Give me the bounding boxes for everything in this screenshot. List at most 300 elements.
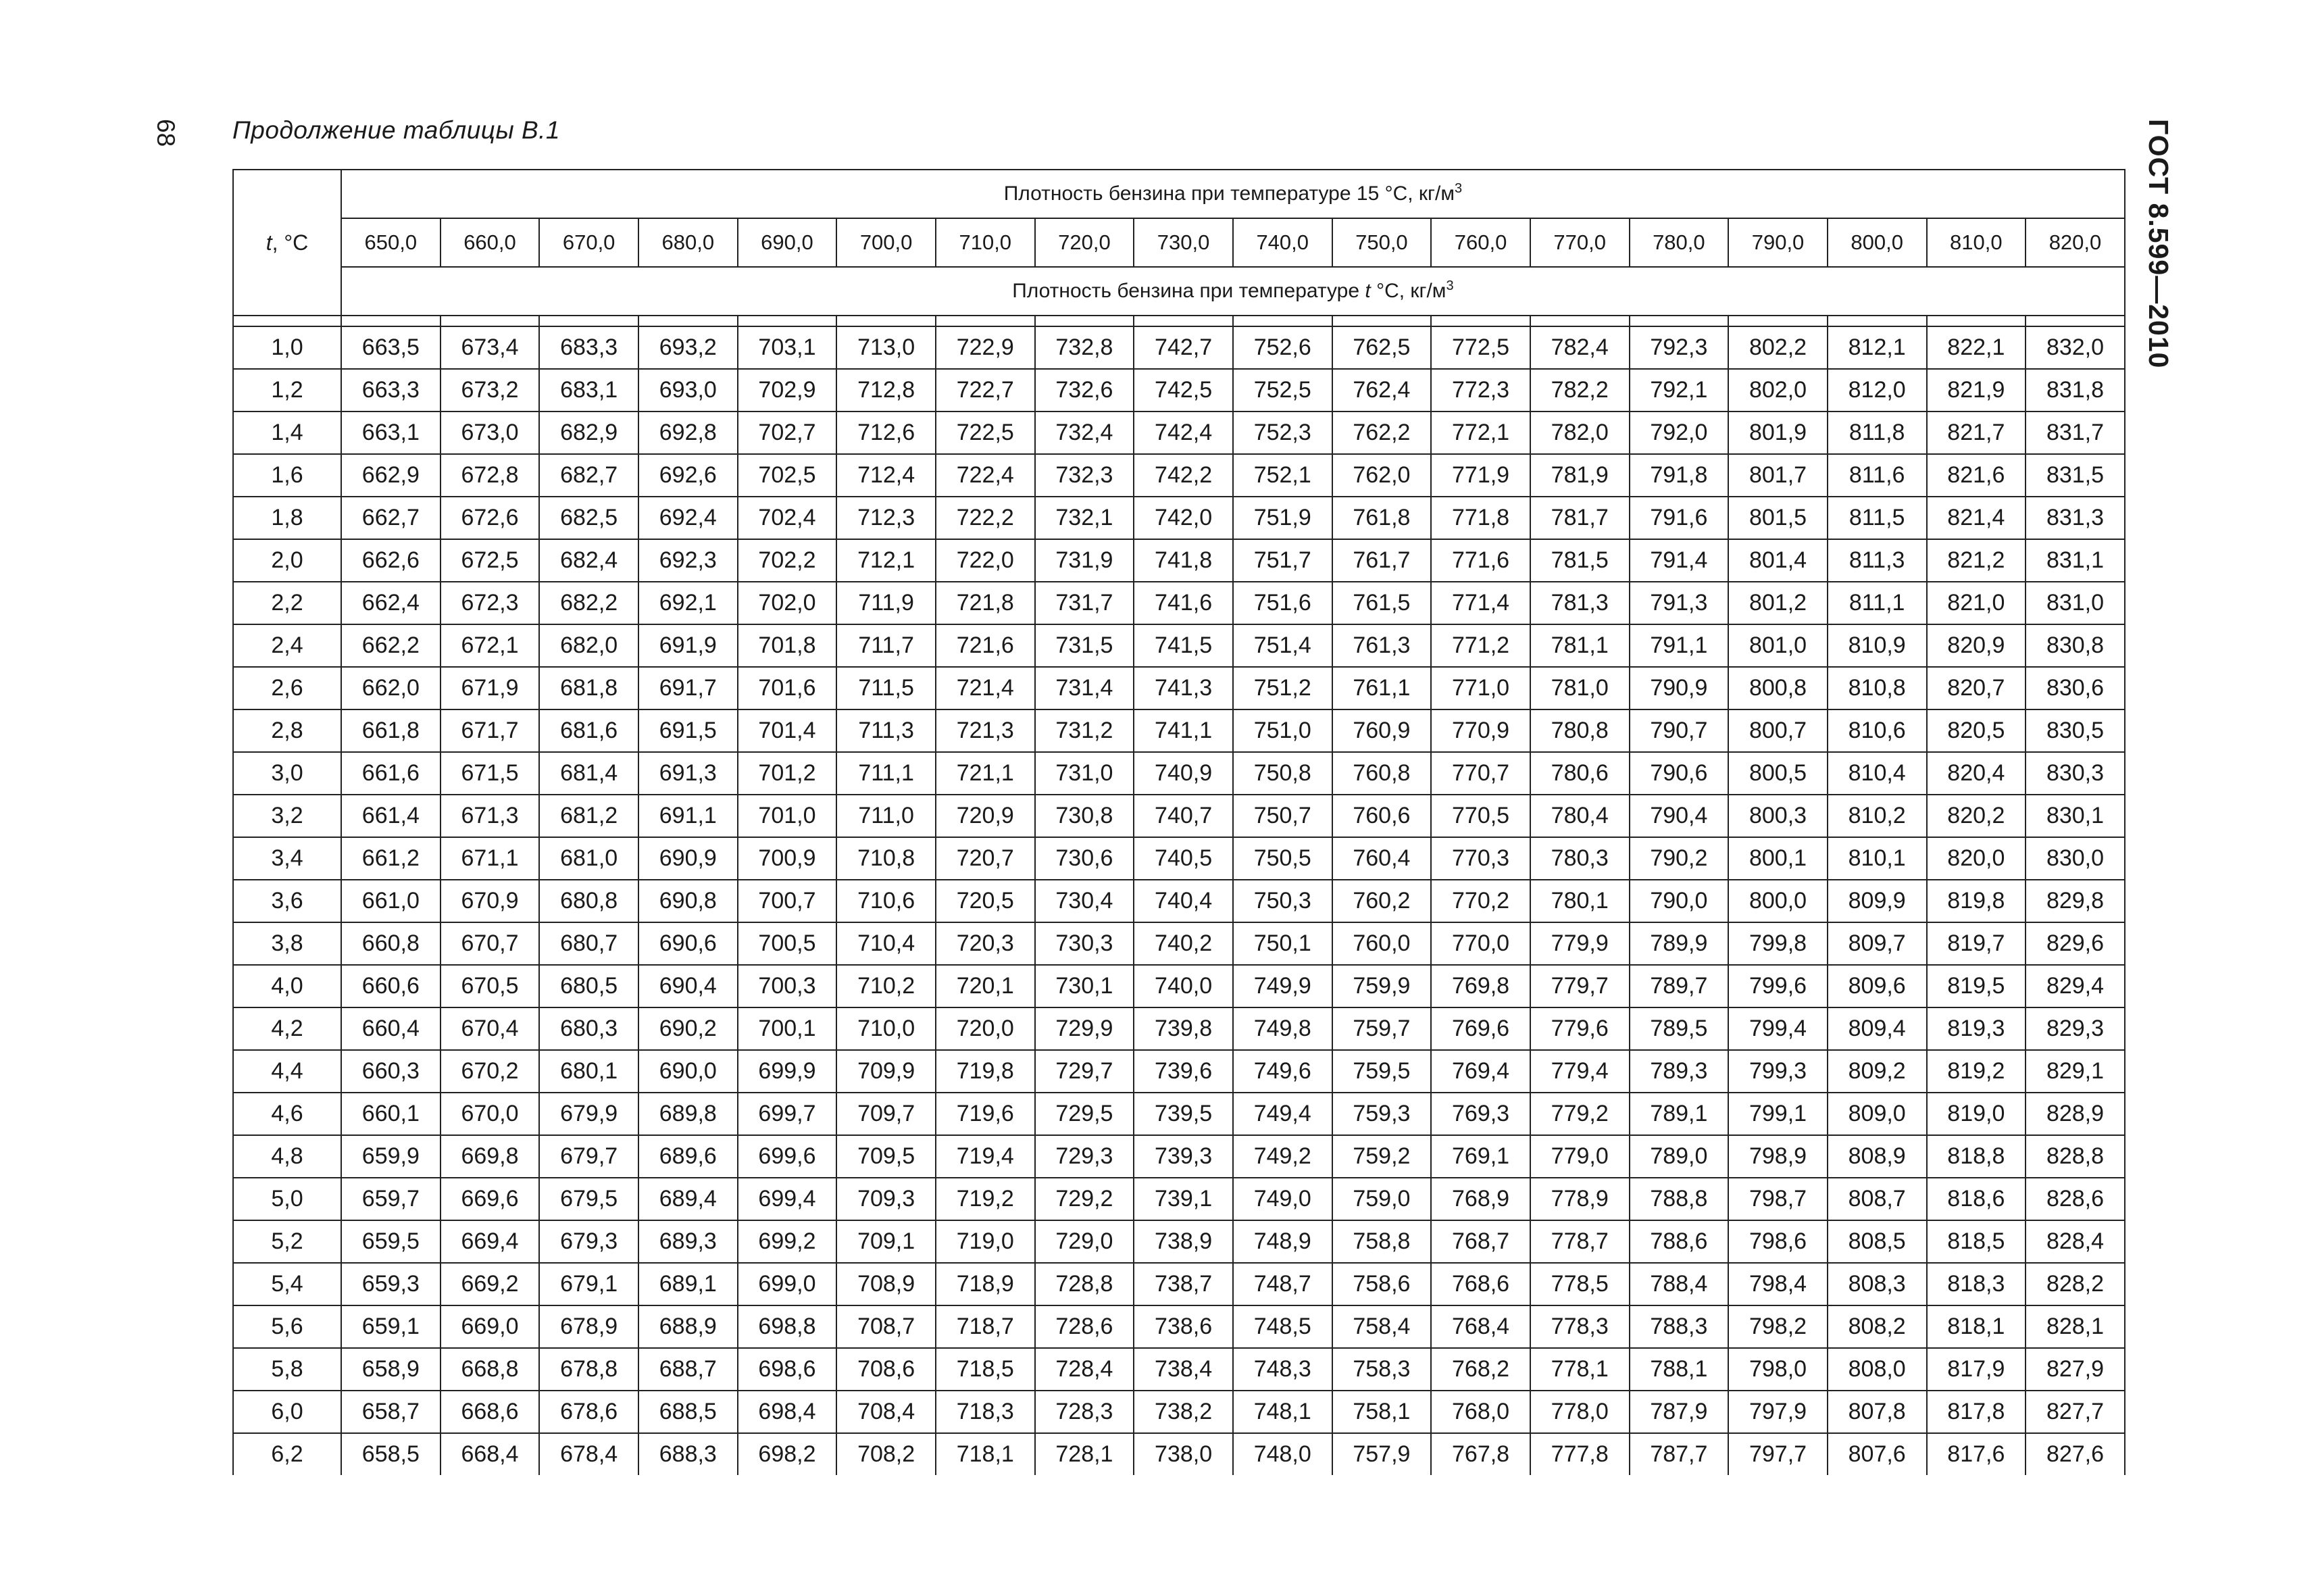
density-value-cell: 689,6	[638, 1135, 738, 1178]
density-value-cell: 672,5	[441, 539, 540, 582]
density-value-cell: 731,4	[1035, 667, 1134, 709]
density-value-cell: 781,1	[1530, 624, 1630, 667]
density-value-cell: 721,8	[936, 582, 1035, 624]
table-caption: Продолжение таблицы В.1	[232, 116, 561, 144]
temperature-cell: 3,8	[233, 922, 341, 965]
density-value-cell: 750,3	[1233, 880, 1332, 922]
separator-cell	[1630, 316, 1729, 326]
density-value-cell: 722,2	[936, 497, 1035, 539]
density-value-cell: 801,0	[1728, 624, 1828, 667]
density-value-cell: 713,0	[836, 326, 936, 369]
density-value-cell: 669,4	[441, 1220, 540, 1263]
density-value-cell: 699,6	[738, 1135, 837, 1178]
density-value-cell: 801,2	[1728, 582, 1828, 624]
column-header-density-15c: 820,0	[2026, 218, 2125, 267]
density-value-cell: 778,1	[1530, 1348, 1630, 1391]
temperature-cell: 5,0	[233, 1178, 341, 1220]
density-value-cell: 701,2	[738, 752, 837, 795]
density-value-cell: 671,7	[441, 709, 540, 752]
density-value-cell: 709,5	[836, 1135, 936, 1178]
density-value-cell: 700,9	[738, 837, 837, 880]
density-value-cell: 778,7	[1530, 1220, 1630, 1263]
density-value-cell: 819,2	[1927, 1050, 2026, 1093]
density-value-cell: 711,1	[836, 752, 936, 795]
table-row	[233, 1093, 2125, 1135]
density-value-cell: 678,6	[539, 1391, 638, 1433]
density-value-cell: 780,8	[1530, 709, 1630, 752]
density-value-cell: 699,7	[738, 1093, 837, 1135]
temperature-cell: 6,0	[233, 1391, 341, 1433]
density-value-cell: 750,7	[1233, 795, 1332, 837]
density-value-cell: 683,3	[539, 326, 638, 369]
column-header-density-15c: 660,0	[441, 218, 540, 267]
density-value-cell: 739,1	[1134, 1178, 1233, 1220]
density-value-cell: 759,3	[1332, 1093, 1432, 1135]
density-value-cell: 759,7	[1332, 1007, 1432, 1050]
density-value-cell: 751,0	[1233, 709, 1332, 752]
density-value-cell: 750,8	[1233, 752, 1332, 795]
density-value-cell: 809,6	[1828, 965, 1927, 1007]
column-header-density-15c: 720,0	[1035, 218, 1134, 267]
density-value-cell: 768,2	[1431, 1348, 1530, 1391]
temperature-cell: 5,4	[233, 1263, 341, 1305]
column-header-density-15c: 680,0	[638, 218, 738, 267]
density-value-cell: 679,5	[539, 1178, 638, 1220]
density-value-cell: 702,5	[738, 454, 837, 497]
density-value-cell: 781,7	[1530, 497, 1630, 539]
density-value-cell: 798,6	[1728, 1220, 1828, 1263]
density-value-cell: 830,1	[2026, 795, 2125, 837]
density-value-cell: 740,2	[1134, 922, 1233, 965]
density-value-cell: 740,7	[1134, 795, 1233, 837]
column-header-density-15c: 700,0	[836, 218, 936, 267]
density-value-cell: 698,2	[738, 1433, 837, 1475]
density-value-cell: 660,4	[341, 1007, 441, 1050]
density-value-cell: 831,3	[2026, 497, 2125, 539]
density-value-cell: 681,0	[539, 837, 638, 880]
density-value-cell: 768,4	[1431, 1305, 1530, 1348]
density-value-cell: 820,5	[1927, 709, 2026, 752]
density-value-cell: 820,9	[1927, 624, 2026, 667]
density-value-cell: 799,4	[1728, 1007, 1828, 1050]
density-value-cell: 670,0	[441, 1093, 540, 1135]
density-value-cell: 790,7	[1630, 709, 1729, 752]
density-value-cell: 780,6	[1530, 752, 1630, 795]
density-value-cell: 751,4	[1233, 624, 1332, 667]
table-row	[233, 1348, 2125, 1391]
density-value-cell: 788,1	[1630, 1348, 1729, 1391]
density-value-cell: 831,8	[2026, 369, 2125, 412]
density-value-cell: 758,1	[1332, 1391, 1432, 1433]
density-value-cell: 689,8	[638, 1093, 738, 1135]
density-value-cell: 690,6	[638, 922, 738, 965]
separator-cell	[2026, 316, 2125, 326]
density-value-cell: 692,4	[638, 497, 738, 539]
density-value-cell: 759,2	[1332, 1135, 1432, 1178]
density-value-cell: 752,1	[1233, 454, 1332, 497]
density-value-cell: 663,3	[341, 369, 441, 412]
density-value-cell: 678,8	[539, 1348, 638, 1391]
density-value-cell: 732,6	[1035, 369, 1134, 412]
density-value-cell: 662,6	[341, 539, 441, 582]
density-value-cell: 661,0	[341, 880, 441, 922]
density-value-cell: 788,8	[1630, 1178, 1729, 1220]
density-value-cell: 778,3	[1530, 1305, 1630, 1348]
temperature-cell: 4,6	[233, 1093, 341, 1135]
density-value-cell: 781,9	[1530, 454, 1630, 497]
density-value-cell: 752,3	[1233, 412, 1332, 454]
density-value-cell: 720,7	[936, 837, 1035, 880]
density-value-cell: 690,0	[638, 1050, 738, 1093]
table-row	[233, 1178, 2125, 1220]
temperature-header	[233, 170, 341, 316]
density-value-cell: 801,4	[1728, 539, 1828, 582]
density-value-cell: 661,4	[341, 795, 441, 837]
density-value-cell: 708,4	[836, 1391, 936, 1433]
density-value-cell: 791,1	[1630, 624, 1729, 667]
density-value-cell: 673,2	[441, 369, 540, 412]
density-value-cell: 791,8	[1630, 454, 1729, 497]
density-value-cell: 719,4	[936, 1135, 1035, 1178]
density-value-cell: 760,4	[1332, 837, 1432, 880]
header-separator	[233, 316, 2125, 326]
density-value-cell: 661,6	[341, 752, 441, 795]
separator-cell	[638, 316, 738, 326]
density-value-cell: 757,9	[1332, 1433, 1432, 1475]
table-row	[233, 1050, 2125, 1093]
density-value-cell: 828,9	[2026, 1093, 2125, 1135]
density-value-cell: 829,4	[2026, 965, 2125, 1007]
column-header-density-15c: 780,0	[1630, 218, 1729, 267]
density-value-cell: 728,6	[1035, 1305, 1134, 1348]
density-value-cell: 669,8	[441, 1135, 540, 1178]
density-value-cell: 809,4	[1828, 1007, 1927, 1050]
density-value-cell: 671,1	[441, 837, 540, 880]
density-value-cell: 682,5	[539, 497, 638, 539]
density-value-cell: 672,8	[441, 454, 540, 497]
density-value-cell: 690,4	[638, 965, 738, 1007]
density-value-cell: 771,2	[1431, 624, 1530, 667]
density-value-cell: 672,6	[441, 497, 540, 539]
density-value-cell: 807,8	[1828, 1391, 1927, 1433]
density-value-cell: 693,0	[638, 369, 738, 412]
density-value-cell: 789,7	[1630, 965, 1729, 1007]
density-value-cell: 809,9	[1828, 880, 1927, 922]
density-value-cell: 708,7	[836, 1305, 936, 1348]
density-value-cell: 709,9	[836, 1050, 936, 1093]
density-value-cell: 669,0	[441, 1305, 540, 1348]
separator-cell	[836, 316, 936, 326]
density-value-cell: 710,8	[836, 837, 936, 880]
density-value-cell: 730,3	[1035, 922, 1134, 965]
density-value-cell: 721,3	[936, 709, 1035, 752]
density-value-cell: 772,5	[1431, 326, 1530, 369]
density-value-cell: 722,7	[936, 369, 1035, 412]
density-value-cell: 831,7	[2026, 412, 2125, 454]
density-value-cell: 771,9	[1431, 454, 1530, 497]
density-value-cell: 810,1	[1828, 837, 1927, 880]
density-value-cell: 689,4	[638, 1178, 738, 1220]
density-value-cell: 811,5	[1828, 497, 1927, 539]
density-value-cell: 673,4	[441, 326, 540, 369]
density-value-cell: 699,9	[738, 1050, 837, 1093]
density-value-cell: 732,8	[1035, 326, 1134, 369]
density-value-cell: 700,1	[738, 1007, 837, 1050]
column-header-density-15c: 810,0	[1927, 218, 2026, 267]
density-value-cell: 828,1	[2026, 1305, 2125, 1348]
temperature-cell: 1,6	[233, 454, 341, 497]
density-value-cell: 799,8	[1728, 922, 1828, 965]
density-value-cell: 779,7	[1530, 965, 1630, 1007]
density-value-cell: 711,3	[836, 709, 936, 752]
density-value-cell: 751,7	[1233, 539, 1332, 582]
density-value-cell: 681,6	[539, 709, 638, 752]
density-value-cell: 731,2	[1035, 709, 1134, 752]
density-value-cell: 740,4	[1134, 880, 1233, 922]
density-value-cell: 680,8	[539, 880, 638, 922]
density-value-cell: 761,8	[1332, 497, 1432, 539]
density-value-cell: 751,6	[1233, 582, 1332, 624]
density-value-cell: 799,3	[1728, 1050, 1828, 1093]
density-value-cell: 800,7	[1728, 709, 1828, 752]
density-value-cell: 698,4	[738, 1391, 837, 1433]
density-value-cell: 760,8	[1332, 752, 1432, 795]
density-value-cell: 672,3	[441, 582, 540, 624]
temperature-cell: 4,0	[233, 965, 341, 1007]
density-value-cell: 752,5	[1233, 369, 1332, 412]
density-value-cell: 829,6	[2026, 922, 2125, 965]
table-row	[233, 1391, 2125, 1433]
density-value-cell: 671,3	[441, 795, 540, 837]
density-value-cell: 738,0	[1134, 1433, 1233, 1475]
density-value-cell: 692,6	[638, 454, 738, 497]
density-value-cell: 689,3	[638, 1220, 738, 1263]
density-t-header	[341, 267, 2125, 316]
density-value-cell: 681,2	[539, 795, 638, 837]
density-value-cell: 720,0	[936, 1007, 1035, 1050]
density-value-cell: 772,3	[1431, 369, 1530, 412]
density-value-cell: 791,6	[1630, 497, 1729, 539]
density-value-cell: 830,0	[2026, 837, 2125, 880]
density-value-cell: 760,9	[1332, 709, 1432, 752]
density-value-cell: 701,0	[738, 795, 837, 837]
column-header-density-15c: 770,0	[1530, 218, 1630, 267]
density-value-cell: 739,5	[1134, 1093, 1233, 1135]
density-value-cell: 808,3	[1828, 1263, 1927, 1305]
density-value-cell: 819,3	[1927, 1007, 2026, 1050]
density-value-cell: 712,3	[836, 497, 936, 539]
density-value-cell: 782,2	[1530, 369, 1630, 412]
density-value-cell: 712,4	[836, 454, 936, 497]
density-value-cell: 682,7	[539, 454, 638, 497]
density-value-cell: 799,1	[1728, 1093, 1828, 1135]
density-15c-header	[341, 170, 2125, 218]
density-value-cell: 690,9	[638, 837, 738, 880]
density-value-cell: 729,7	[1035, 1050, 1134, 1093]
density-value-cell: 821,6	[1927, 454, 2026, 497]
temperature-cell: 3,2	[233, 795, 341, 837]
density-value-cell: 702,9	[738, 369, 837, 412]
density-t-header-prefix: Плотность бензина при температуре	[1012, 280, 1365, 302]
density-value-cell: 749,0	[1233, 1178, 1332, 1220]
density-value-cell: 720,3	[936, 922, 1035, 965]
density-value-cell: 742,5	[1134, 369, 1233, 412]
density-value-cell: 710,4	[836, 922, 936, 965]
density-value-cell: 821,2	[1927, 539, 2026, 582]
density-value-cell: 693,2	[638, 326, 738, 369]
density-value-cell: 801,7	[1728, 454, 1828, 497]
density-value-cell: 740,0	[1134, 965, 1233, 1007]
density-value-cell: 721,4	[936, 667, 1035, 709]
density-value-cell: 739,8	[1134, 1007, 1233, 1050]
density-value-cell: 720,1	[936, 965, 1035, 1007]
column-header-density-15c: 710,0	[936, 218, 1035, 267]
temperature-cell: 1,2	[233, 369, 341, 412]
density-value-cell: 682,0	[539, 624, 638, 667]
density-value-cell: 779,2	[1530, 1093, 1630, 1135]
density-value-cell: 659,9	[341, 1135, 441, 1178]
density-value-cell: 711,5	[836, 667, 936, 709]
separator-cell	[539, 316, 638, 326]
density-value-cell: 822,1	[1927, 326, 2026, 369]
density-value-cell: 660,8	[341, 922, 441, 965]
density-value-cell: 729,2	[1035, 1178, 1134, 1220]
density-value-cell: 807,6	[1828, 1433, 1927, 1475]
density-value-cell: 700,7	[738, 880, 837, 922]
density-value-cell: 700,3	[738, 965, 837, 1007]
density-value-cell: 759,5	[1332, 1050, 1432, 1093]
density-value-cell: 798,0	[1728, 1348, 1828, 1391]
separator-cell	[738, 316, 837, 326]
density-value-cell: 748,5	[1233, 1305, 1332, 1348]
density-value-cell: 739,6	[1134, 1050, 1233, 1093]
density-value-cell: 663,1	[341, 412, 441, 454]
density-value-cell: 738,4	[1134, 1348, 1233, 1391]
density-value-cell: 761,3	[1332, 624, 1432, 667]
density-value-cell: 682,9	[539, 412, 638, 454]
density-value-cell: 832,0	[2026, 326, 2125, 369]
density-value-cell: 739,3	[1134, 1135, 1233, 1178]
density-value-cell: 750,5	[1233, 837, 1332, 880]
density-value-cell: 731,0	[1035, 752, 1134, 795]
density-value-cell: 779,9	[1530, 922, 1630, 965]
density-value-cell: 790,0	[1630, 880, 1729, 922]
density-value-cell: 678,9	[539, 1305, 638, 1348]
density-value-cell: 818,5	[1927, 1220, 2026, 1263]
density-15c-header-text: Плотность бензина при температуре 15 °C, кг/м	[1003, 182, 1455, 205]
density-value-cell: 780,1	[1530, 880, 1630, 922]
density-value-cell: 760,2	[1332, 880, 1432, 922]
density-value-cell: 728,8	[1035, 1263, 1134, 1305]
density-value-cell: 708,9	[836, 1263, 936, 1305]
density-value-cell: 801,9	[1728, 412, 1828, 454]
density-value-cell: 682,4	[539, 539, 638, 582]
density-value-cell: 681,4	[539, 752, 638, 795]
density-value-cell: 827,6	[2026, 1433, 2125, 1475]
temperature-cell: 3,4	[233, 837, 341, 880]
density-value-cell: 831,5	[2026, 454, 2125, 497]
density-value-cell: 670,2	[441, 1050, 540, 1093]
table-row	[233, 1135, 2125, 1178]
density-value-cell: 721,1	[936, 752, 1035, 795]
density-value-cell: 828,4	[2026, 1220, 2125, 1263]
density-value-cell: 662,7	[341, 497, 441, 539]
density-value-cell: 792,3	[1630, 326, 1729, 369]
density-value-cell: 741,8	[1134, 539, 1233, 582]
density-value-cell: 818,8	[1927, 1135, 2026, 1178]
density-value-cell: 812,1	[1828, 326, 1927, 369]
density-value-cell: 718,1	[936, 1433, 1035, 1475]
column-header-density-15c: 740,0	[1233, 218, 1332, 267]
density-value-cell: 748,9	[1233, 1220, 1332, 1263]
density-value-cell: 719,2	[936, 1178, 1035, 1220]
density-value-cell: 720,5	[936, 880, 1035, 922]
density-value-cell: 830,6	[2026, 667, 2125, 709]
density-value-cell: 790,4	[1630, 795, 1729, 837]
density-value-cell: 758,3	[1332, 1348, 1432, 1391]
density-value-cell: 818,6	[1927, 1178, 2026, 1220]
density-value-cell: 800,1	[1728, 837, 1828, 880]
standard-designation: ГОСТ 8.599—2010	[2143, 119, 2174, 369]
density-value-cell: 690,8	[638, 880, 738, 922]
temperature-cell: 1,0	[233, 326, 341, 369]
density-value-cell: 761,5	[1332, 582, 1432, 624]
density-value-cell: 660,6	[341, 965, 441, 1007]
density-value-cell: 699,0	[738, 1263, 837, 1305]
density-value-cell: 749,6	[1233, 1050, 1332, 1093]
density-value-cell: 821,4	[1927, 497, 2026, 539]
separator-cell	[233, 316, 341, 326]
density-value-cell: 708,2	[836, 1433, 936, 1475]
density-value-cell: 819,0	[1927, 1093, 2026, 1135]
density-value-cell: 828,6	[2026, 1178, 2125, 1220]
temperature-header-unit: , °C	[272, 230, 309, 255]
density-value-cell: 810,9	[1828, 624, 1927, 667]
density-value-cell: 768,6	[1431, 1263, 1530, 1305]
density-value-cell: 808,2	[1828, 1305, 1927, 1348]
table-row	[233, 1263, 2125, 1305]
density-value-cell: 821,9	[1927, 369, 2026, 412]
density-value-cell: 748,1	[1233, 1391, 1332, 1433]
temperature-cell: 6,2	[233, 1433, 341, 1475]
column-header-density-15c: 760,0	[1431, 218, 1530, 267]
density-value-cell: 771,4	[1431, 582, 1530, 624]
density-value-cell: 660,3	[341, 1050, 441, 1093]
density-value-cell: 691,5	[638, 709, 738, 752]
density-value-cell: 767,8	[1431, 1433, 1530, 1475]
density-value-cell: 679,7	[539, 1135, 638, 1178]
table-row	[233, 795, 2125, 837]
density-value-cell: 680,3	[539, 1007, 638, 1050]
density-value-cell: 718,7	[936, 1305, 1035, 1348]
density-value-cell: 670,5	[441, 965, 540, 1007]
density-value-cell: 788,3	[1630, 1305, 1729, 1348]
density-value-cell: 691,9	[638, 624, 738, 667]
density-value-cell: 762,4	[1332, 369, 1432, 412]
density-value-cell: 689,1	[638, 1263, 738, 1305]
density-value-cell: 682,2	[539, 582, 638, 624]
density-value-cell: 670,7	[441, 922, 540, 965]
density-value-cell: 658,7	[341, 1391, 441, 1433]
density-value-cell: 802,2	[1728, 326, 1828, 369]
density-value-cell: 770,5	[1431, 795, 1530, 837]
temperature-cell: 4,2	[233, 1007, 341, 1050]
density-value-cell: 761,1	[1332, 667, 1432, 709]
density-value-cell: 810,4	[1828, 752, 1927, 795]
density-value-cell: 780,4	[1530, 795, 1630, 837]
density-value-cell: 702,0	[738, 582, 837, 624]
table-row	[233, 922, 2125, 965]
